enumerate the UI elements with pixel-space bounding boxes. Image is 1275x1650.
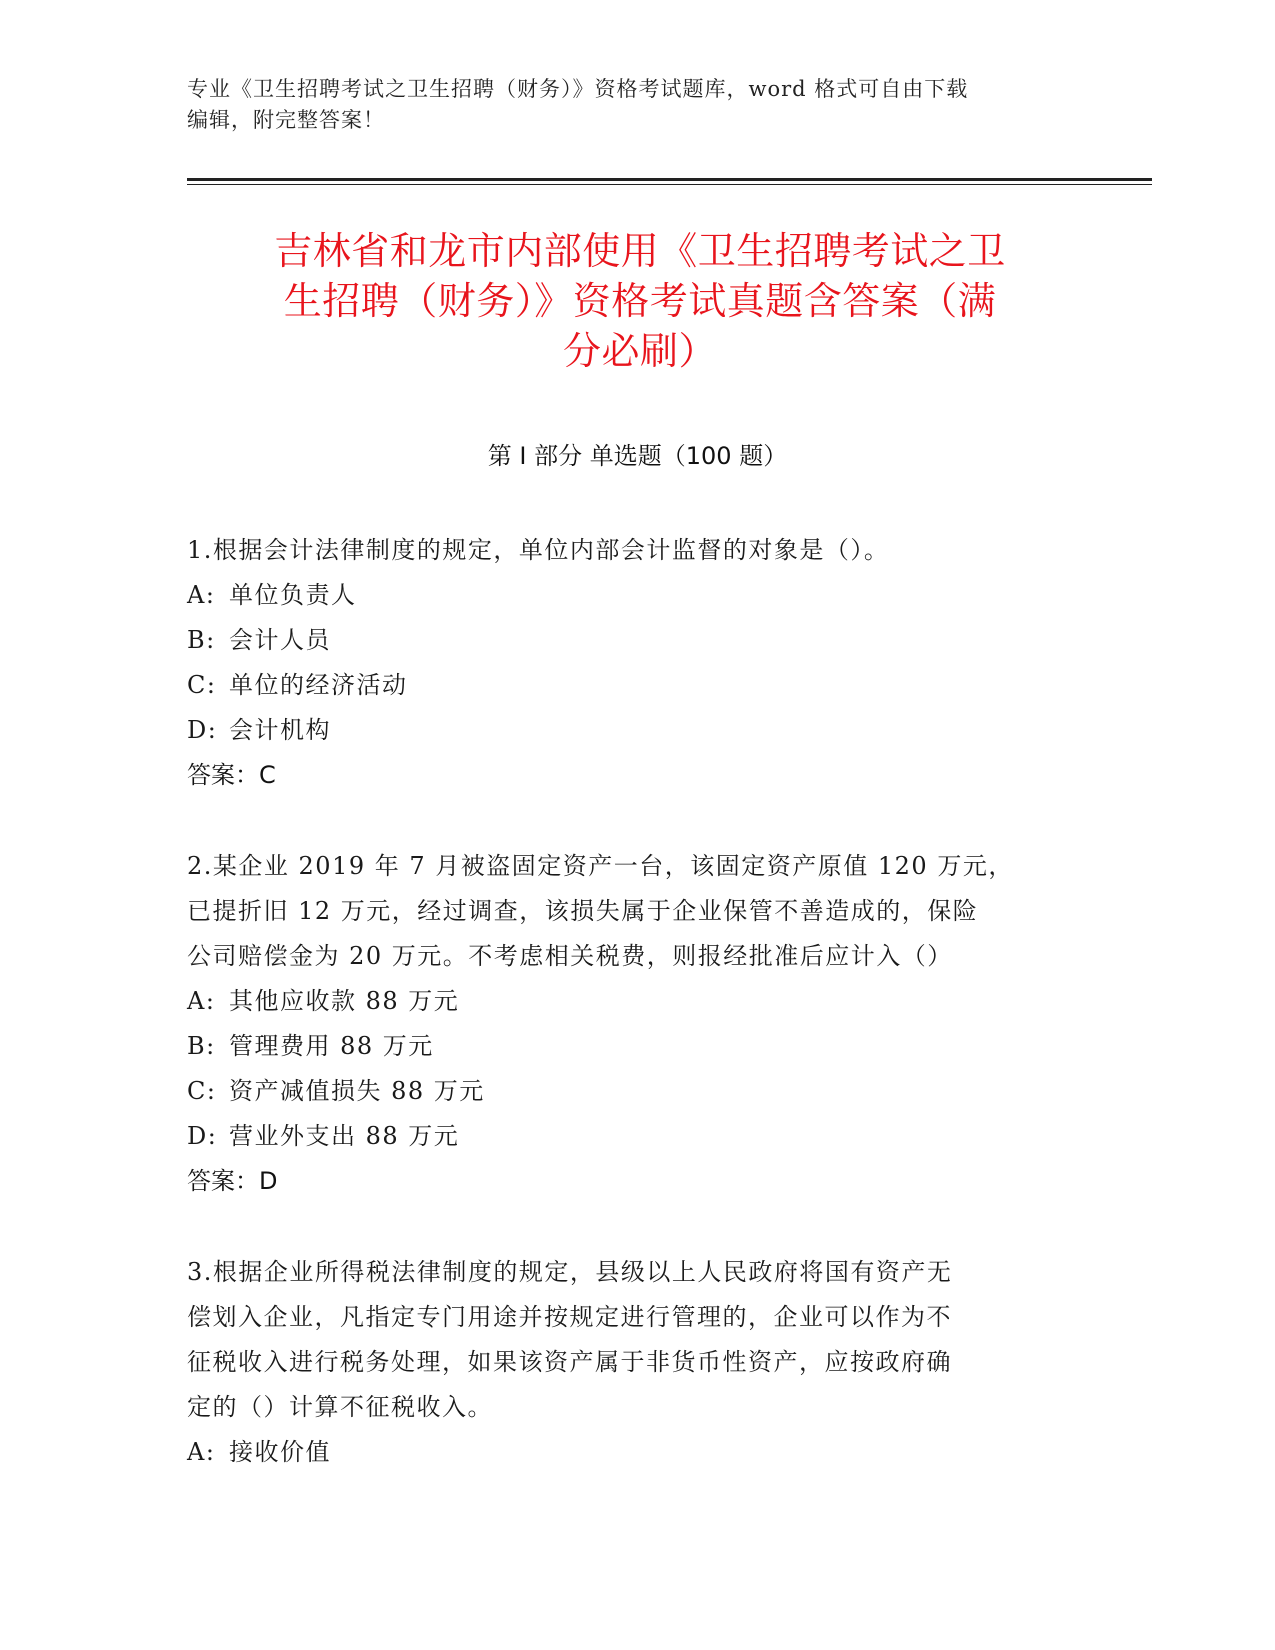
option-key: D: bbox=[187, 716, 218, 744]
option-d bbox=[187, 1114, 1077, 1159]
option-text: 其他应收款 88 万元 bbox=[229, 987, 460, 1015]
option-text: 营业外支出 88 万元 bbox=[229, 1122, 460, 1150]
option-b bbox=[187, 1024, 1077, 1069]
option-d bbox=[187, 708, 1077, 753]
option-a bbox=[187, 573, 1077, 618]
title-line-1: 吉林省和龙市内部使用《卫生招聘考试之卫 bbox=[274, 229, 1006, 273]
question-stem-line: 征税收入进行税务处理，如果该资产属于非货币性资产，应按政府确 bbox=[187, 1348, 952, 1376]
option-key: A: bbox=[187, 1438, 216, 1466]
option-text: 会计人员 bbox=[229, 626, 331, 654]
option-a bbox=[187, 979, 1077, 1024]
option-key: C: bbox=[187, 671, 217, 699]
option-key: A: bbox=[187, 987, 216, 1015]
question-stem-line: 公司赔偿金为 20 万元。不考虑相关税费，则报经批准后应计入（） bbox=[187, 942, 953, 970]
option-key: C: bbox=[187, 1077, 217, 1105]
option-text: 资产减值损失 88 万元 bbox=[229, 1077, 485, 1105]
option-c bbox=[187, 1069, 1077, 1114]
question-3 bbox=[187, 1250, 1077, 1475]
option-text: 单位的经济活动 bbox=[229, 671, 408, 699]
title-line-2: 生招聘（财务）》资格考试真题含答案（满 bbox=[283, 279, 997, 323]
title-line-3: 分必刷） bbox=[562, 329, 717, 373]
answer-line: 答案：D bbox=[187, 1167, 278, 1195]
header-divider-thick bbox=[187, 178, 1152, 181]
header-note-line-1: 专业《卫生招聘考试之卫生招聘（财务）》资格考试题库，word 格式可自由下载 bbox=[187, 77, 969, 101]
option-text: 接收价值 bbox=[229, 1438, 331, 1466]
question-1 bbox=[187, 528, 1077, 798]
option-c bbox=[187, 663, 1077, 708]
question-stem-line: 偿划入企业，凡指定专门用途并按规定进行管理的，企业可以作为不 bbox=[187, 1303, 952, 1331]
question-stem: 1.根据会计法律制度的规定，单位内部会计监督的对象是（）。 bbox=[187, 536, 890, 564]
answer-line: 答案：C bbox=[187, 761, 276, 789]
option-b bbox=[187, 618, 1077, 663]
question-stem-line: 2.某企业 2019 年 7 月被盗固定资产一台，该固定资产原值 120 万元， bbox=[187, 852, 1014, 880]
option-a bbox=[187, 1430, 1077, 1475]
question-stem-line: 3.根据企业所得税法律制度的规定，县级以上人民政府将国有资产无 bbox=[187, 1258, 953, 1286]
header-divider-thin bbox=[187, 184, 1152, 185]
question-stem-line: 定的（）计算不征税收入。 bbox=[187, 1393, 493, 1421]
option-key: B: bbox=[187, 1032, 216, 1060]
option-key: D: bbox=[187, 1122, 218, 1150]
document-title bbox=[190, 226, 1090, 376]
section-heading: 第 I 部分 单选题（100 题） bbox=[487, 442, 788, 470]
option-text: 单位负责人 bbox=[229, 581, 357, 609]
question-list bbox=[187, 528, 1077, 1521]
option-text: 会计机构 bbox=[229, 716, 331, 744]
option-text: 管理费用 88 万元 bbox=[229, 1032, 434, 1060]
question-2 bbox=[187, 844, 1077, 1204]
header-note-line-2: 编辑，附完整答案！ bbox=[187, 108, 385, 132]
option-key: B: bbox=[187, 626, 216, 654]
header-note bbox=[187, 74, 1087, 136]
option-key: A: bbox=[187, 581, 216, 609]
question-stem-line: 已提折旧 12 万元，经过调查，该损失属于企业保管不善造成的，保险 bbox=[187, 897, 979, 925]
